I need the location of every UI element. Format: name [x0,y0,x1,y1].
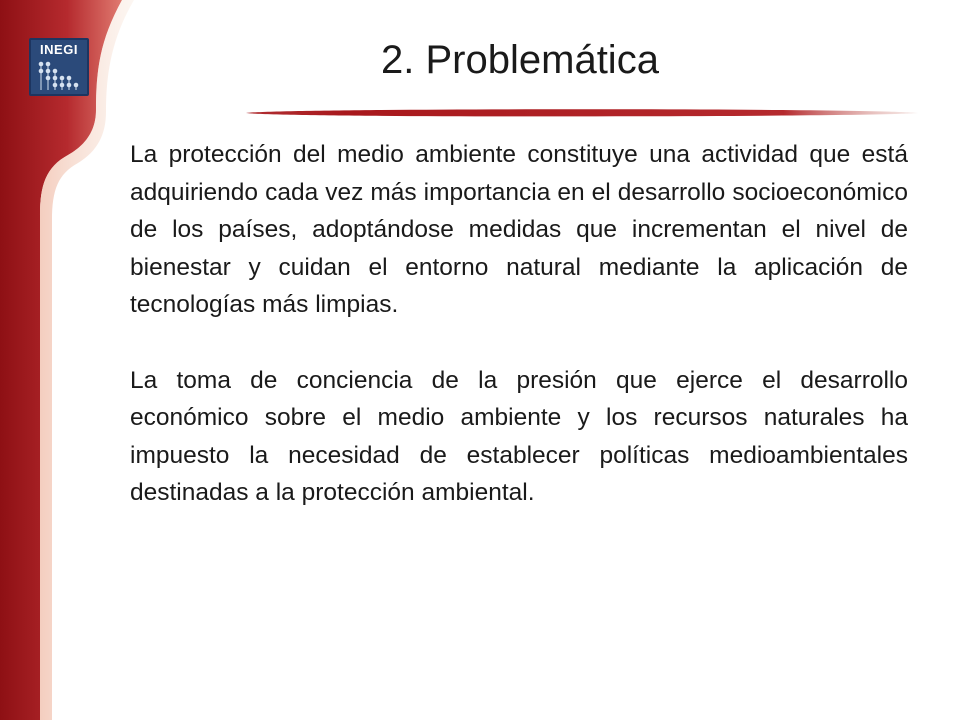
title-underline-rule [240,106,920,120]
logo-text: INEGI [40,42,78,57]
paragraph-2: La toma de conciencia de la presión que ejerce el desarrollo económico sobre el medio ambiente y los recursos naturales ha impuesto la necesidad de establecer políticas medioambientales destinadas a la protección ambiental. [130,366,908,507]
slide-body [130,136,908,512]
slide-title: 2. Problemática [381,38,659,82]
paragraph-1: La protección del medio ambiente constituye una actividad que está adquiriendo cada vez más importancia en el desarrollo socioeconómico de los países, adoptándose medidas que incrementan el nivel de bienestar y cuidan el entorno natural mediante la aplicación de tecnologías más limpias. [130,141,908,319]
